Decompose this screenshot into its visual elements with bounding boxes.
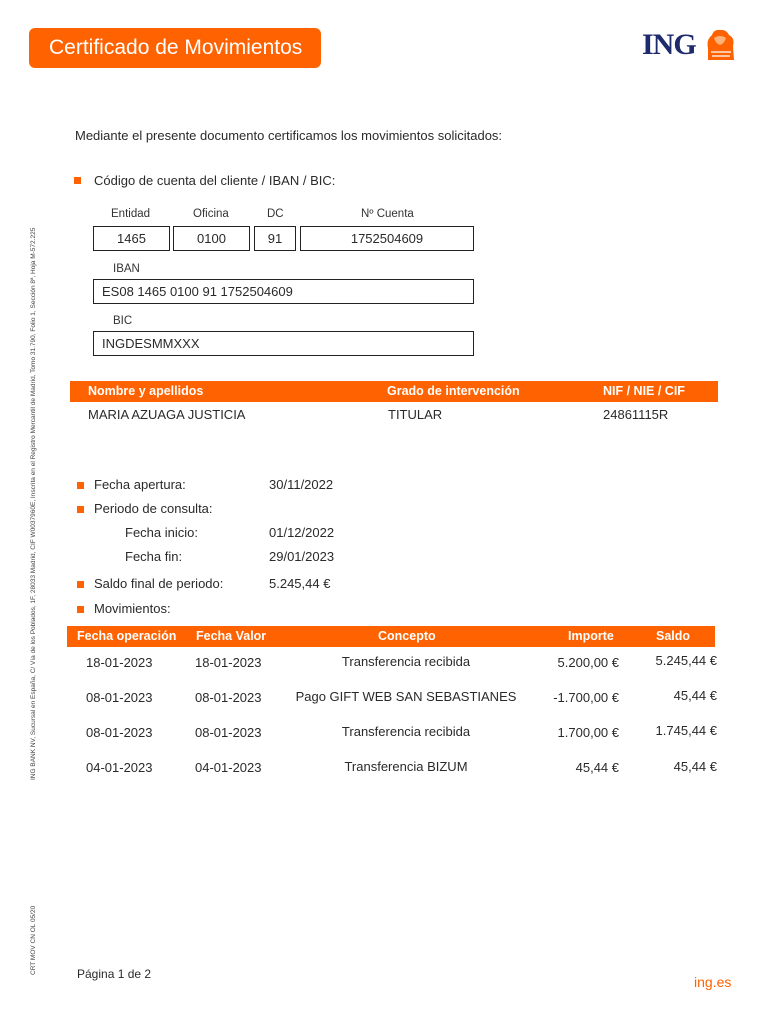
lion-icon	[702, 26, 738, 64]
bullet-icon	[77, 581, 84, 588]
fin-value: 29/01/2023	[269, 549, 335, 564]
page-title: Certificado de Movimientos	[29, 28, 321, 68]
mov-op-date: 08-01-2023	[86, 690, 153, 705]
apertura-label: Fecha apertura:	[94, 477, 186, 492]
oficina-label: Oficina	[193, 208, 229, 220]
holders-table-header	[70, 381, 718, 402]
mov-header-concepto: Concepto	[378, 629, 436, 643]
intro-text: Mediante el presente documento certificamos los movimientos solicitados:	[75, 128, 503, 143]
inicio-value: 01/12/2022	[269, 525, 335, 540]
table-row	[67, 654, 717, 674]
holders-header-name: Nombre y apellidos	[88, 384, 204, 398]
mov-saldo: 45,44 €	[673, 759, 717, 774]
movements-table-header	[67, 626, 715, 647]
ing-logo	[642, 26, 738, 66]
mov-concepto: Transferencia recibida	[341, 654, 471, 669]
entidad-field: 1465	[93, 226, 170, 251]
mov-op-date: 08-01-2023	[86, 725, 153, 740]
iban-field: ES08 1465 0100 91 1752504609	[93, 279, 474, 304]
bullet-icon	[74, 177, 81, 184]
mov-valor-date: 04-01-2023	[195, 760, 262, 775]
mov-header-importe: Importe	[568, 629, 614, 643]
mov-op-date: 18-01-2023	[86, 655, 153, 670]
mov-header-op: Fecha operación	[77, 629, 177, 643]
account-section-label: Código de cuenta del cliente / IBAN / BIC:	[94, 173, 336, 188]
holders-header-role: Grado de intervención	[387, 384, 520, 398]
mov-saldo: 45,44 €	[673, 688, 717, 703]
fin-label: Fecha fin:	[125, 549, 183, 564]
table-row	[67, 759, 717, 779]
mov-concepto: Transferencia recibida	[341, 724, 471, 739]
side-legal-text: ING BANK NV, Sucursal en España, C/ Vía de los Poblados, 1F, 28033 Madrid, CIF W0037960E, Inscrita en el Registro Mercantil de Madrid, Tomo 31.790, Folio 1, Sección 8ª, Hoja M-572.225	[30, 227, 37, 780]
holder-nif: 24861115R	[603, 407, 669, 422]
mov-header-saldo: Saldo	[656, 629, 691, 643]
mov-concepto: Pago GIFT WEB SAN SEBASTIANES	[295, 689, 517, 704]
dc-label: DC	[267, 208, 284, 220]
mov-importe: -1.700,00 €	[553, 690, 619, 705]
holder-name: MARIA AZUAGA JUSTICIA	[88, 407, 246, 422]
dc-field: 91	[254, 226, 296, 251]
table-row	[67, 724, 717, 744]
apertura-value: 30/11/2022	[269, 477, 334, 492]
bic-field: INGDESMMXXX	[93, 331, 474, 356]
mov-header-valor: Fecha Valor	[196, 629, 267, 643]
holders-header-nif: NIF / NIE / CIF	[603, 384, 685, 398]
oficina-field: 0100	[173, 226, 250, 251]
table-row	[67, 689, 717, 709]
mov-importe: 5.200,00 €	[557, 655, 619, 670]
cuenta-label: Nº Cuenta	[361, 208, 414, 220]
bullet-icon	[77, 606, 84, 613]
saldo-label: Saldo final de periodo:	[94, 576, 224, 591]
entidad-label: Entidad	[111, 208, 151, 220]
mov-valor-date: 18-01-2023	[195, 655, 262, 670]
table-row	[70, 407, 718, 425]
movimientos-label: Movimientos:	[94, 601, 171, 616]
mov-concepto: Transferencia BIZUM	[344, 759, 468, 774]
bic-label: BIC	[113, 315, 133, 327]
side-document-code: CRT MOV CN OL 05/20	[30, 905, 37, 975]
website-link[interactable]: ing.es	[694, 974, 732, 990]
logo-text: ING	[642, 28, 696, 61]
mov-importe: 1.700,00 €	[557, 725, 619, 740]
page-number: Página 1 de 2	[77, 967, 152, 981]
saldo-value: 5.245,44 €	[269, 576, 331, 591]
mov-valor-date: 08-01-2023	[195, 725, 262, 740]
mov-importe: 45,44 €	[575, 760, 619, 775]
periodo-label: Periodo de consulta:	[94, 501, 213, 516]
inicio-label: Fecha inicio:	[125, 525, 198, 540]
holder-role: TITULAR	[388, 407, 443, 422]
iban-label: IBAN	[113, 263, 140, 275]
mov-op-date: 04-01-2023	[86, 760, 153, 775]
bullet-icon	[77, 506, 84, 513]
mov-valor-date: 08-01-2023	[195, 690, 262, 705]
mov-saldo: 5.245,44 €	[655, 653, 717, 668]
mov-saldo: 1.745,44 €	[655, 723, 717, 738]
bullet-icon	[77, 482, 84, 489]
cuenta-field: 1752504609	[300, 226, 474, 251]
